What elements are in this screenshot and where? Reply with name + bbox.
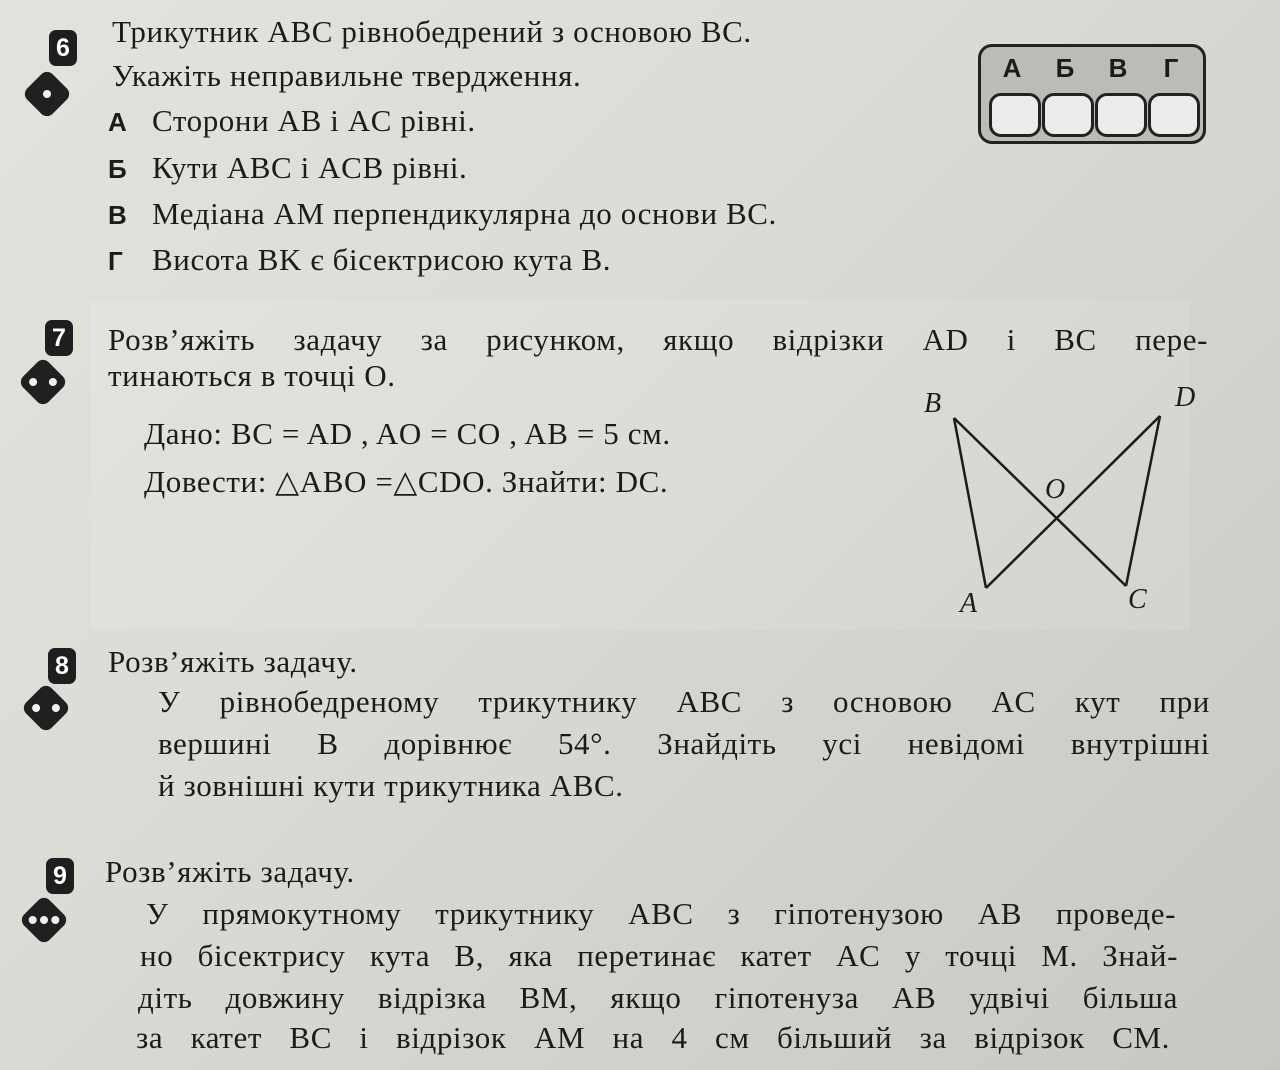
segment-ad	[986, 416, 1160, 588]
task-9-line-2: но бісектрису кута B, яка перетинає катет AC у точці M. Знай-	[140, 938, 1178, 973]
difficulty-die-icon	[22, 69, 73, 120]
answer-cell-b[interactable]	[1042, 93, 1094, 137]
answer-letter-a: А	[1002, 53, 1022, 83]
answer-letter-v: В	[1108, 53, 1128, 83]
option-v-text: Медіана AM перпендикулярна до основи BC.	[152, 196, 777, 231]
task-number-badge: 7	[45, 320, 73, 356]
task-9-line-3: діть довжину відрізка BM, якщо гіпотенуза AB удвічі більша	[138, 980, 1178, 1015]
task-7-statement-line-1: Розв’яжіть задачу за рисунком, якщо відрізки AD і BC пере-	[108, 322, 1208, 357]
task-6-statement-line-1: Трикутник ABC рівнобедрений з основою BC.	[112, 14, 752, 49]
task-7-given: Дано: BC = AD , AO = CO , AB = 5 см.	[144, 416, 671, 451]
task-9-line-1: У прямокутному трикутнику ABC з гіпотенузою AB проведе-	[146, 896, 1176, 931]
task-9-heading: Розв’яжіть задачу.	[105, 854, 355, 889]
point-d-label: D	[1175, 382, 1196, 413]
task-number-badge: 6	[49, 30, 77, 66]
task-8-line-3: й зовнішні кути трикутника ABC.	[158, 768, 624, 803]
answer-letter-g: Г	[1163, 53, 1179, 83]
answer-letter-b: Б	[1055, 53, 1075, 83]
answer-cell-a[interactable]	[989, 93, 1041, 137]
answer-grid	[978, 44, 1206, 144]
segment-dc	[1126, 416, 1160, 586]
answer-cell-g[interactable]	[1148, 93, 1200, 137]
task-8-line-2: вершині B дорівнює 54°. Знайдіть усі невідомі внутрішні	[158, 726, 1210, 761]
point-c-label: C	[1128, 584, 1147, 615]
task-8-line-1: У рівнобедреному трикутнику ABC з основою AC кут при	[158, 684, 1210, 719]
task-8	[0, 640, 1280, 840]
task-7	[0, 300, 1280, 640]
task-8-heading: Розв’яжіть задачу.	[108, 644, 358, 679]
bowtie-figure	[910, 390, 1210, 630]
task-number-badge: 9	[46, 858, 74, 894]
option-g-letter: Г	[108, 246, 123, 276]
task-7-prove: Довести: △ABO =△CDO. Знайти: DC.	[144, 464, 669, 499]
task-9-line-4: за катет BC і відрізок AM на 4 см більший за відрізок CM.	[136, 1020, 1170, 1055]
point-a-label: A	[960, 588, 978, 619]
option-b-text: Кути ABC і ACB рівні.	[152, 150, 468, 185]
answer-cell-v[interactable]	[1095, 93, 1147, 137]
point-b-label: B	[924, 388, 942, 419]
task-number-badge: 8	[48, 648, 76, 684]
option-a-text: Сторони AB і AC рівні.	[152, 103, 476, 138]
point-o-label: O	[1045, 474, 1066, 505]
difficulty-die-icon	[19, 895, 70, 946]
option-g-text: Висота BK є бісектрисою кута B.	[152, 242, 612, 277]
task-6	[0, 0, 1280, 300]
option-a-letter: А	[108, 107, 127, 137]
task-9	[0, 840, 1280, 1070]
task-6-statement-line-2: Укажіть неправильне твердження.	[112, 58, 582, 93]
option-b-letter: Б	[108, 154, 127, 184]
option-v-letter: В	[108, 200, 127, 230]
difficulty-die-icon	[18, 357, 69, 408]
difficulty-die-icon	[21, 683, 72, 734]
task-7-statement-line-2: тинаються в точці O.	[108, 358, 396, 393]
